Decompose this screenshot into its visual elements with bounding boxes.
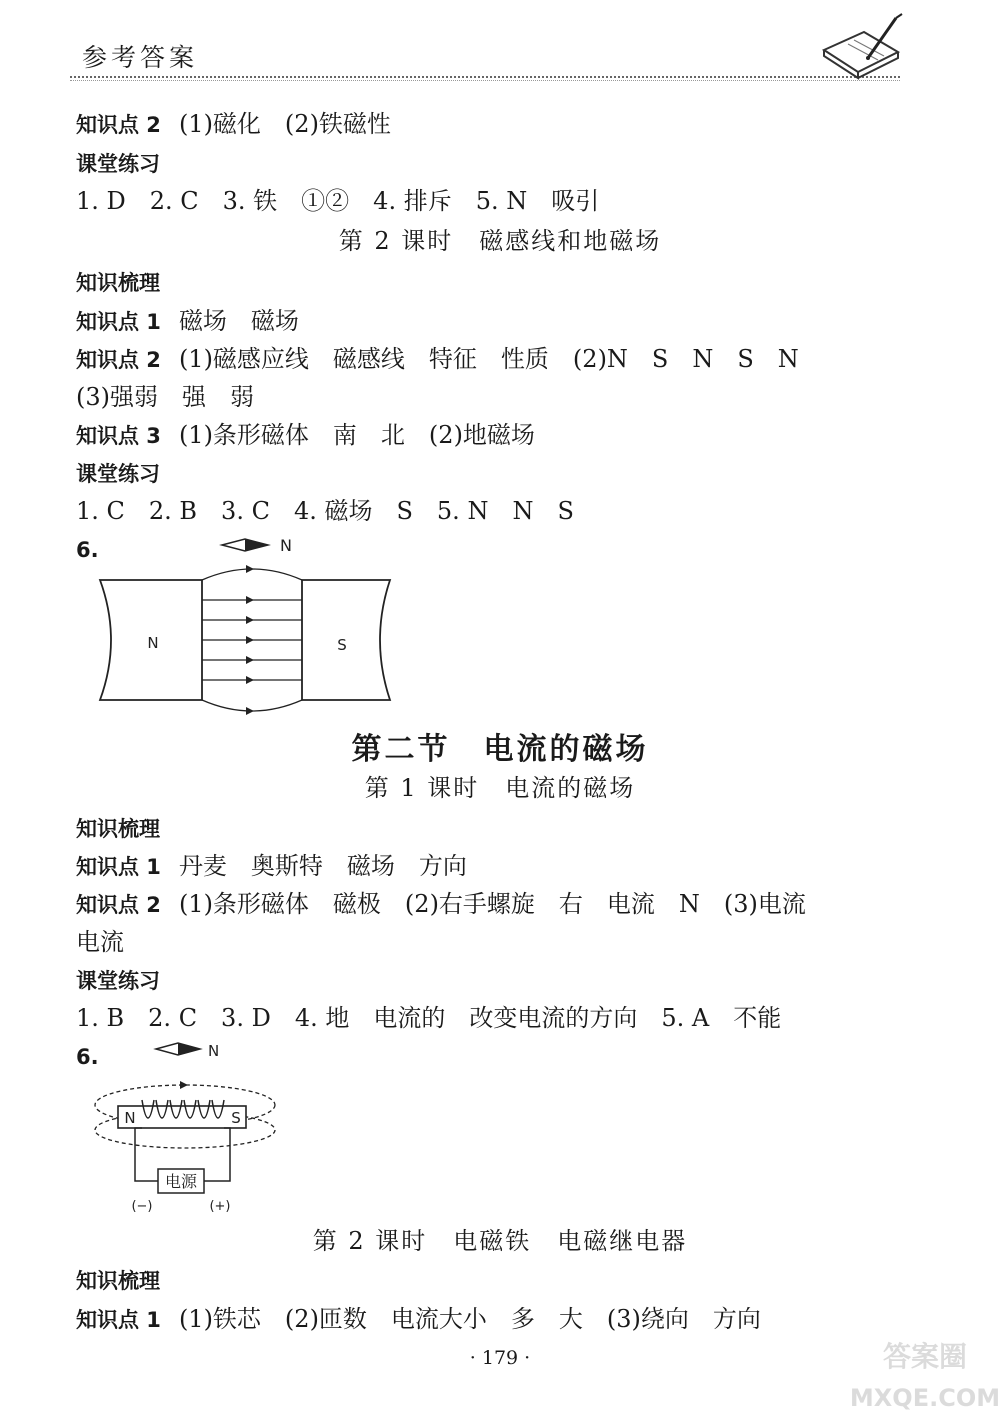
answer-text: (1)条形磁体 磁极 (2)右手螺旋 右 电流 N (3)电流 <box>178 890 806 918</box>
knowledge-point-label: 知识点 1 <box>76 310 161 334</box>
magnet-field-diagram <box>90 530 410 720</box>
section-heading: 课堂练习 <box>76 462 160 486</box>
lesson-subtitle: 第 2 课时 电磁铁 电磁继电器 <box>312 1227 688 1255</box>
section-heading: 课堂练习 <box>76 152 160 176</box>
knowledge-point-label: 知识点 1 <box>76 855 161 879</box>
answer-text: 磁场 磁场 <box>178 307 299 335</box>
header-divider-secondary <box>70 80 900 81</box>
lesson-subtitle: 第 1 课时 电流的磁场 <box>364 774 636 802</box>
answer-line-4 <box>76 344 799 375</box>
figure-number: 6. <box>76 1045 99 1069</box>
answer-line-7: 1. C 2. B 3. C 4. 磁场 S 5. N N S <box>76 497 574 525</box>
knowledge-point-label: 知识点 2 <box>76 893 161 917</box>
answer-text: 丹麦 奥斯特 磁场 方向 <box>178 852 467 880</box>
field-arrows <box>246 565 254 715</box>
answer-line-10: 电流 <box>76 928 124 956</box>
answer-line-8 <box>76 851 467 882</box>
knowledge-point-label: 知识点 3 <box>76 424 161 448</box>
pole-label-n: N <box>124 1109 136 1127</box>
section-heading: 知识梳理 <box>76 817 160 841</box>
terminal-plus: (+) <box>209 1199 231 1214</box>
compass-needle-icon <box>222 539 268 551</box>
answer-line-11: 1. B 2. C 3. D 4. 地 电流的 改变电流的方向 5. A 不能 <box>76 1004 782 1032</box>
pole-label-s: S <box>337 636 347 654</box>
answer-line-12 <box>76 1304 761 1335</box>
pole-label-s: S <box>231 1109 241 1127</box>
knowledge-point-label: 知识点 2 <box>76 348 161 372</box>
lesson-subtitle: 第 2 课时 磁感线和地磁场 <box>338 227 662 255</box>
answer-text: (1)铁芯 (2)匝数 电流大小 多 大 (3)绕向 方向 <box>178 1305 761 1333</box>
answer-line-3 <box>76 306 299 337</box>
answer-text: (1)条形磁体 南 北 (2)地磁场 <box>178 421 535 449</box>
power-source-label: 电源 <box>164 1172 198 1191</box>
answer-line-1 <box>76 109 391 140</box>
watermark-logo <box>850 1320 1000 1419</box>
terminal-minus: (−) <box>131 1199 153 1214</box>
pen-and-paper-icon <box>818 10 908 82</box>
answer-text: (1)磁感应线 磁感线 特征 性质 (2)N S N S N <box>178 345 799 373</box>
iron-core <box>118 1106 246 1128</box>
answer-line-5: (3)强弱 强 弱 <box>76 383 254 411</box>
compass-n-label: N <box>280 536 292 555</box>
compass-n-label: N <box>208 1042 220 1060</box>
pole-label-n: N <box>147 634 159 652</box>
section-heading: 课堂练习 <box>76 969 160 993</box>
compass-needle-icon <box>156 1043 200 1055</box>
watermark-url: MXQE.COM <box>850 1384 1000 1412</box>
section-heading: 知识梳理 <box>76 1269 160 1293</box>
header-title: 参考答案 <box>82 43 199 72</box>
solenoid-diagram <box>90 1040 290 1220</box>
watermark-text: 答案圈 <box>882 1340 968 1373</box>
answer-line-2: 1. D 2. C 3. 铁 ①② 4. 排斥 5. N 吸引 <box>76 187 600 215</box>
header-divider <box>70 76 900 78</box>
knowledge-point-label: 知识点 1 <box>76 1308 161 1332</box>
answer-text: (1)磁化 (2)铁磁性 <box>178 110 391 138</box>
answer-line-6 <box>76 420 535 451</box>
page-number: · 179 · <box>469 1347 531 1369</box>
section-heading: 知识梳理 <box>76 271 160 295</box>
section-title: 第二节 电流的磁场 <box>351 732 649 767</box>
figure-number: 6. <box>76 538 99 562</box>
answer-line-9 <box>76 889 806 920</box>
knowledge-point-label: 知识点 2 <box>76 113 161 137</box>
